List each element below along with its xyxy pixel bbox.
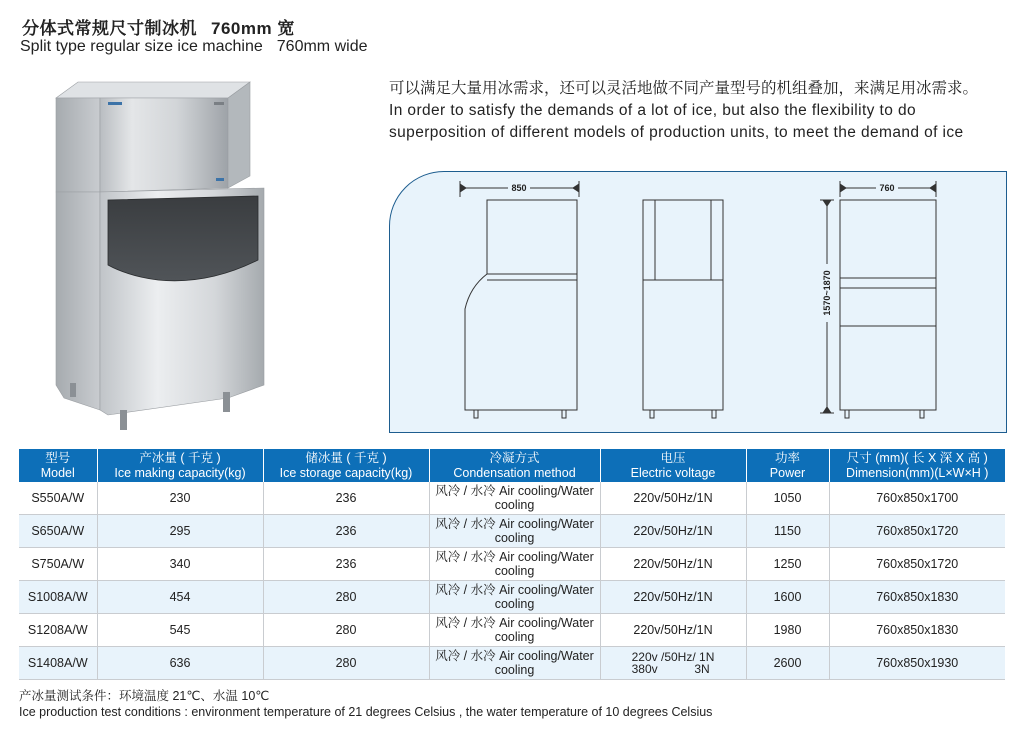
table-row: S550A/W 230 236 风冷 / 水冷 Air cooling/Water cooling 220v/50Hz/1N 1050 760x850x1700 — [19, 482, 1005, 515]
ice-machine-photo — [48, 80, 278, 440]
header-ice-making: 产冰量 ( 千克 ) Ice making capacity(kg) — [97, 449, 263, 482]
description-en-line2: superposition of different models of production units, to meet the demand of ice — [389, 124, 964, 141]
note-cn: 产冰量测试条件：环境温度 21℃、水温 10℃ — [19, 689, 270, 703]
table-row: S1008A/W 454 280 风冷 / 水冷 Air cooling/Water cooling 220v/50Hz/1N 1600 760x850x1830 — [19, 581, 1005, 614]
description — [389, 78, 1009, 144]
dim-label-760: 760 — [879, 183, 895, 193]
spec-table — [19, 449, 1005, 680]
table-row: S1208A/W 545 280 风冷 / 水冷 Air cooling/Water cooling 220v/50Hz/1N 1980 760x850x1830 — [19, 614, 1005, 647]
header-condensation: 冷凝方式 Condensation method — [429, 449, 600, 482]
test-conditions-note — [19, 688, 712, 720]
title-en-text: Split type regular size ice machine — [20, 38, 263, 55]
dimension-drawing-panel — [389, 171, 1007, 433]
page-title-en — [20, 38, 367, 56]
description-cn: 可以满足大量用冰需求，还可以灵活地做不同产量型号的机组叠加，来满足用冰需求。 — [389, 80, 979, 97]
voltage-dual: 220v /50Hz/ 1N 380v 3N — [600, 647, 746, 680]
table-row: S650A/W 295 236 风冷 / 水冷 Air cooling/Water cooling 220v/50Hz/1N 1150 760x850x1720 — [19, 515, 1005, 548]
table-header-row — [19, 449, 1005, 482]
page-title-cn — [22, 14, 295, 39]
title-en-width: 760mm wide — [276, 38, 368, 55]
dim-label-height: 1570~1870 — [822, 270, 832, 316]
note-en: Ice production test conditions : environment temperature of 21 degrees Celsius , the water temperature of 10 degrees Celsius — [19, 705, 713, 719]
header-voltage: 电压 Electric voltage — [600, 449, 746, 482]
dimension-drawing — [390, 172, 1008, 434]
description-en-line1: In order to satisfy the demands of a lot of ice, but also the flexibility to do — [389, 102, 917, 119]
title-cn-width: 760mm 宽 — [211, 19, 295, 38]
dim-label-850: 850 — [511, 183, 527, 193]
header-dimension: 尺寸 (mm)( 长 X 深 X 高 ) Dimension(mm)(L×W×H ) — [829, 449, 1005, 482]
title-cn-text: 分体式常规尺寸制冰机 — [22, 19, 197, 38]
table-row: S750A/W 340 236 风冷 / 水冷 Air cooling/Water cooling 220v/50Hz/1N 1250 760x850x1720 — [19, 548, 1005, 581]
table-row: S1408A/W 636 280 风冷 / 水冷 Air cooling/Water cooling 220v /50Hz/ 1N 380v 3N 2600 760x850x1930 — [19, 647, 1005, 680]
header-model: 型号 Model — [19, 449, 97, 482]
header-ice-storage: 储冰量 ( 千克 ) Ice storage capacity(kg) — [263, 449, 429, 482]
header-power: 功率 Power — [746, 449, 829, 482]
